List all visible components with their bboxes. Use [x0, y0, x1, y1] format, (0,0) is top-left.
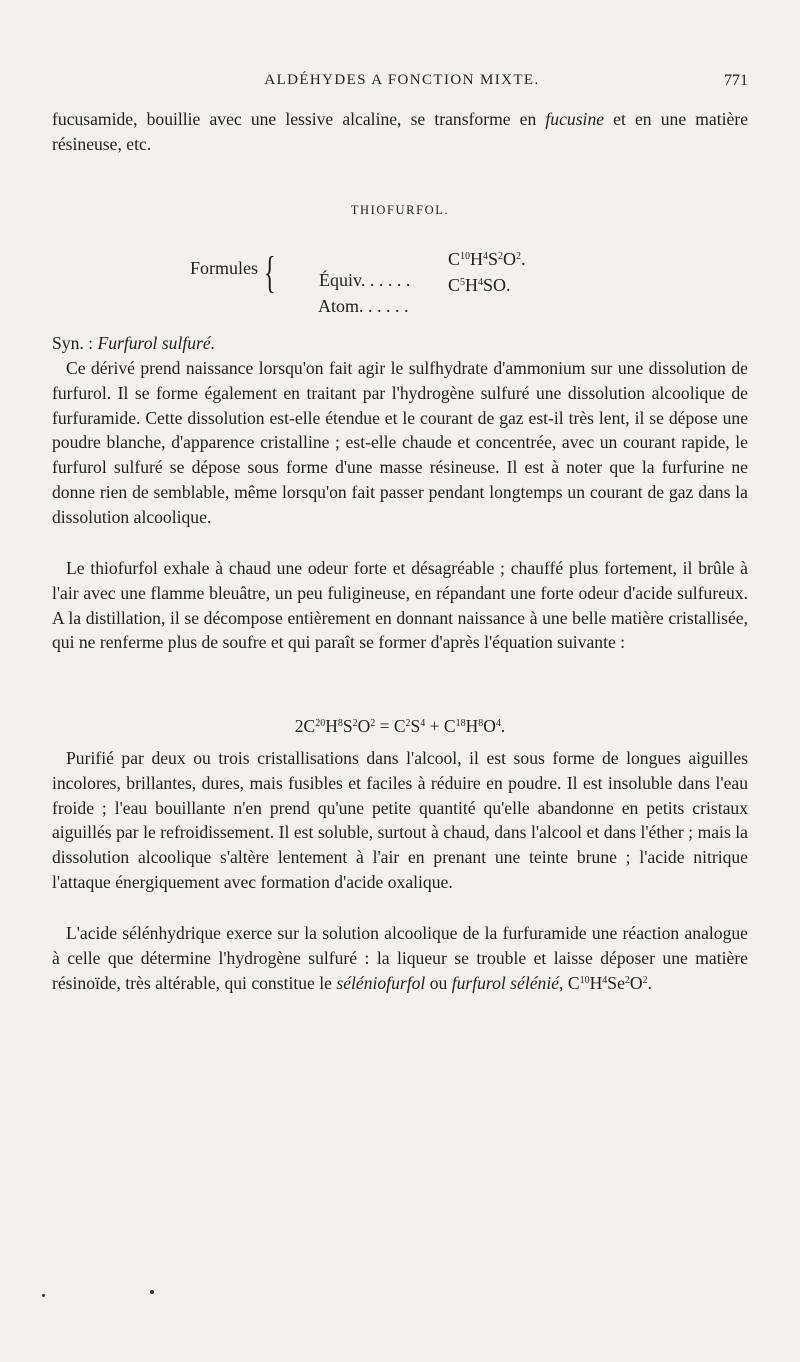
equiv-label: Équiv. . . . . .: [319, 270, 411, 290]
paragraph-selenium: L'acide sélénhydrique exerce sur la solution alcoolique de la furfuramide une réaction analogue à celle que détermine l'hydrogène sulfuré : la liqueur se trouble et laisse déposer une matière résinoïde, très altérable, qui constitue le séléniofurfol ou furfurol sélénié, $C^{10}H^4Se^2O^2$.: [52, 923, 748, 993]
formula-block: [190, 246, 590, 316]
atom-label: Atom. . . . . .: [318, 296, 409, 316]
paper-speck: [42, 1294, 45, 1297]
running-head: ALDÉHYDES A FONCTION MIXTE.: [264, 72, 540, 88]
intro-italic: fucusine: [545, 109, 605, 129]
paper-speck: [150, 1290, 154, 1294]
formulas-label: Formules: [190, 258, 259, 278]
atom-formula: $C^5H^4SO$.: [448, 275, 511, 295]
synonym-line: [52, 331, 748, 356]
syn-label: Syn. :: [52, 333, 98, 353]
intro-text-b: et en une matière résineuse, etc.: [52, 109, 748, 154]
intro-text-a: fucusamide, bouillie avec une lessive alcaline, se transforme en: [52, 109, 546, 129]
page-number: 771: [724, 72, 748, 89]
paragraph-formation: Ce dérivé prend naissance lorsqu'on fait agir le sulfhydrate d'ammonium sur une dissolution de furfurol. Il se forme également en traitant par l'hydrogène sulfuré une dissolution alcoolique de furfuramide. Cette dissolution est-elle étendue et le courant de gaz est-il très lent, il se dépose une poudre blanche, d'apparence cristalline ; est-elle chaude et concentrée, avec un courant rapide, le furfurol sulfuré se dépose sous forme d'une masse résineuse. Il est à noter que la furfurine ne donne rien de semblable, même lorsqu'on fait passer pendant longtemps un courant de gaz dans la dissolution alcoolique.: [52, 358, 748, 527]
syn-name: Furfurol sulfuré.: [97, 333, 216, 353]
paragraph-properties: Le thiofurfol exhale à chaud une odeur forte et désagréable ; chauffé plus fortement, il brûle à l'air avec une flamme bleuâtre, un peu fuligineuse, en répandant une forte odeur d'acide sulfureux. A la distillation, il se décompose entièrement en donnant naissance à une belle matière cristallisée, qui ne renferme plus de soufre et qui paraît se former d'après l'équation suivante :: [52, 558, 748, 653]
equiv-formula: $C^{10}H^4S^2O^2$.: [448, 249, 526, 269]
brace-glyph: {: [264, 248, 276, 297]
section-title: THIOFURFOL.: [350, 203, 450, 217]
decomposition-equation: $2C^{20}H^8S^2O^2 = C^2S^4 + C^{18}H^8O^4$.: [294, 716, 506, 736]
intro-paragraph: [52, 107, 748, 157]
paragraph-purification: Purifié par deux ou trois cristallisations dans l'alcool, il est sous forme de longues aiguilles incolores, brillantes, dures, mais fusibles et faciles à réduire en poudre. Il est insoluble dans l'eau froide ; l'eau bouillante n'en prend qu'une petite quantité qu'elle abandonne en petits cristaux aiguillés par le refroidissement. Il est soluble, surtout à chaud, dans l'alcool et dans l'éther ; mais la dissolution alcoolique s'altère lentement à l'air en prenant une teinte brune ; l'acide nitrique l'attaque énergiquement avec formation d'acide oxalique.: [52, 748, 748, 892]
